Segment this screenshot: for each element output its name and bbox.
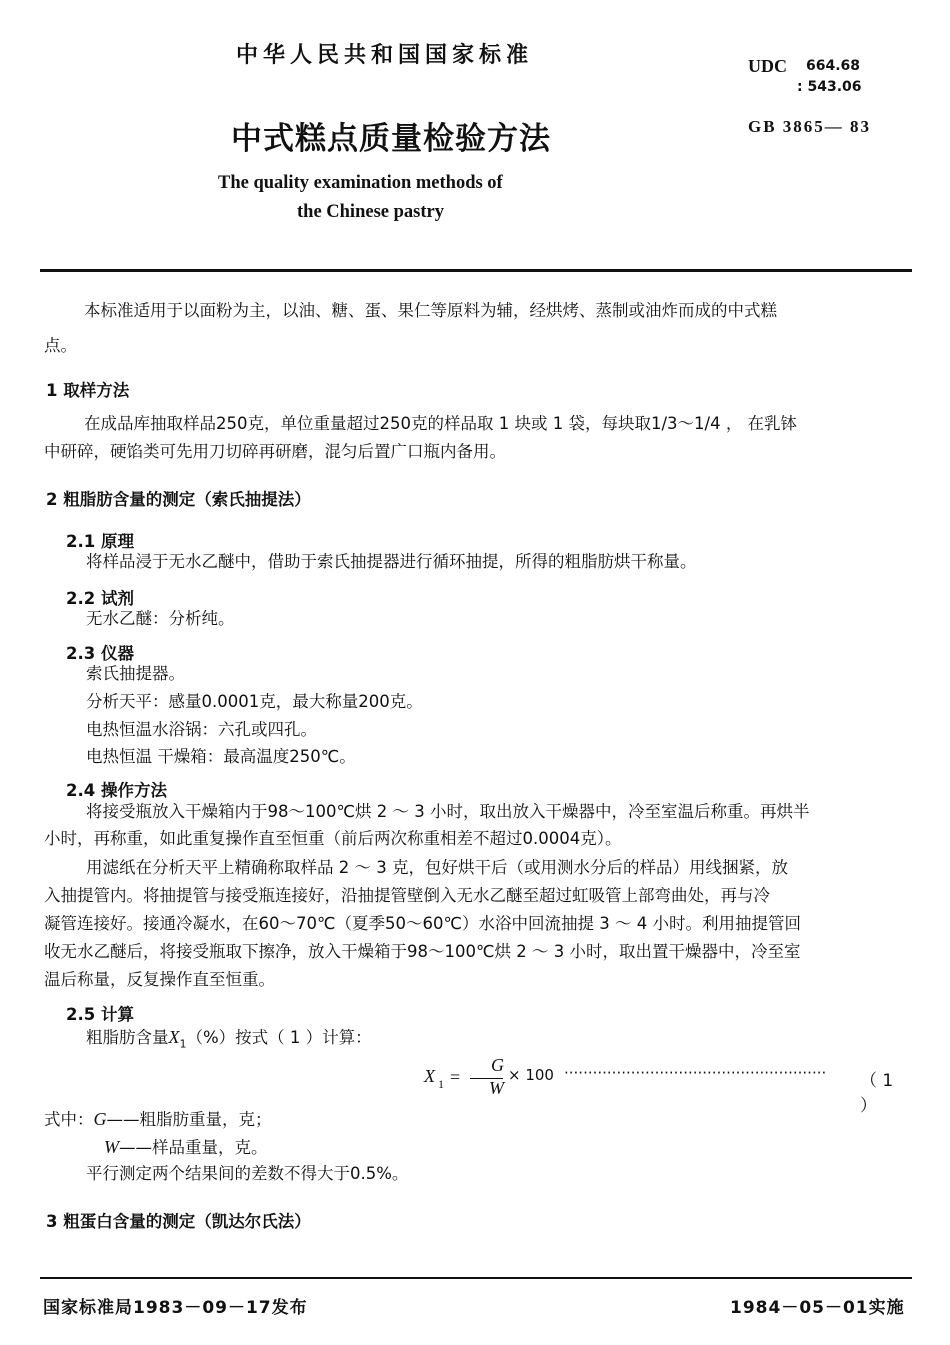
procedure-p2-line3: 凝管连接好。接通冷凝水，在60～70℃（夏季50～60℃）水浴中回流抽提 3 ～ 4 小时。利用抽提管回 [44, 914, 802, 933]
section2-5-heading: 2.5 计算 [66, 1005, 134, 1024]
instrument-item: 索氏抽提器。 [86, 664, 185, 683]
udc-code-line1: 664.68 [806, 58, 861, 74]
instrument-item: 电热恒温水浴锅：六孔或四孔。 [86, 720, 317, 739]
formula-number: （ 1 ） [860, 1071, 894, 1116]
effective-date: 1984－05－01实施 [730, 1298, 905, 1318]
section2-4-heading: 2.4 操作方法 [66, 781, 167, 800]
where-w-var: W [104, 1137, 119, 1157]
where-w-text: ——样品重量，克。 [119, 1138, 268, 1157]
procedure-p2-line4: 收无水乙醚后，将接受瓶取下擦净，放入干燥箱于98～100℃烘 2 ～ 3 小时，取出置干燥器中，冷至室 [44, 942, 801, 961]
procedure-p2-line2: 入抽提管内。将抽提管与接受瓶连接好，沿抽提管壁倒入无水乙醚至超过虹吸管上部弯曲处，再与冷 [44, 886, 770, 905]
procedure-p2-line1: 用滤纸在分析天平上精确称取样品 2 ～ 3 克，包好烘干后（或用测水分后的样品）用线捆紧，放 [86, 858, 788, 877]
section1-line1: 在成品库抽取样品250克，单位重量超过250克的样品取 1 块或 1 袋，每块取1/3～1/4 ， 在乳钵 [84, 414, 798, 433]
calc-intro [86, 1027, 372, 1054]
formula-1 [424, 1055, 904, 1116]
calc-var-sub: 1 [179, 1037, 187, 1051]
section2-1-heading: 2.1 原理 [66, 532, 134, 551]
where-label: 式中： [44, 1110, 94, 1129]
calc-intro-post: （%）按式（ 1 ）计算： [186, 1028, 372, 1047]
section2-3-heading: 2.3 仪器 [66, 644, 134, 663]
calc-var: X [168, 1027, 180, 1047]
udc-code-line2: : 543.06 [797, 79, 862, 95]
formula-multiplier: × 100 [508, 1066, 554, 1084]
formula-equals: = [450, 1067, 461, 1087]
page-title: 中式糕点质量检验方法 [231, 121, 551, 157]
section1-heading: 1 取样方法 [46, 381, 130, 400]
intro-line1: 本标准适用于以面粉为主，以油、糖、蛋、果仁等原料为辅，经烘烤、蒸制或油炸而成的中式糕 [84, 301, 777, 320]
procedure-p1-line2: 小时，再称重，如此重复操作直至恒重（前后两次称重相差不超过0.0004克）。 [44, 829, 622, 848]
where-w-line [104, 1137, 268, 1158]
instrument-item: 电热恒温 干燥箱：最高温度250℃。 [86, 747, 356, 766]
procedure-p1-line1: 将接受瓶放入干燥箱内于98～100℃烘 2 ～ 3 小时，取出放入干燥器中，冷至室温后称重。再烘半 [86, 802, 810, 821]
formula-numerator: G [491, 1055, 504, 1075]
issue-date: 国家标准局1983－09－17发布 [43, 1298, 308, 1318]
english-title-line1: The quality examination methods of [218, 173, 503, 193]
header-divider [40, 269, 912, 272]
gb-code: GB 3865— 83 [748, 117, 872, 136]
where-g-line [44, 1109, 272, 1130]
formula-denominator: W [489, 1078, 504, 1098]
instrument-item: 分析天平：感量0.0001克，最大称量200克。 [86, 692, 423, 711]
formula-lhs-sub: 1 [438, 1077, 444, 1091]
section2-2-heading: 2.2 试剂 [66, 589, 134, 608]
section1-line2: 中研碎，硬馅类可先用刀切碎再研磨，混匀后置广口瓶内备用。 [44, 442, 506, 461]
where-g-text: ——粗脂肪重量，克； [106, 1110, 272, 1129]
tolerance-text: 平行测定两个结果间的差数不得大于0.5%。 [86, 1164, 409, 1183]
intro-line2: 点。 [44, 336, 77, 355]
calc-intro-pre: 粗脂肪含量 [86, 1028, 169, 1047]
section3-heading: 3 粗蛋白含量的测定（凯达尔氏法） [46, 1212, 311, 1231]
where-g-var: G [93, 1109, 107, 1129]
footer-divider [40, 1277, 912, 1279]
standard-type-header: 中华人民共和国国家标准 [236, 43, 534, 68]
procedure-p2-line5: 温后称量，反复操作直至恒重。 [44, 970, 275, 989]
formula-leader-dots: ······················································· [564, 1064, 827, 1082]
section2-1-text: 将样品浸于无水乙醚中，借助于索氏抽提器进行循环抽提，所得的粗脂肪烘干称量。 [86, 552, 697, 571]
udc-label: UDC [748, 56, 787, 76]
section2-heading: 2 粗脂肪含量的测定（索氏抽提法） [46, 490, 311, 509]
english-title-line2: the Chinese pastry [297, 202, 444, 222]
section2-2-text: 无水乙醚：分析纯。 [86, 609, 235, 628]
formula-lhs: X [424, 1066, 435, 1086]
